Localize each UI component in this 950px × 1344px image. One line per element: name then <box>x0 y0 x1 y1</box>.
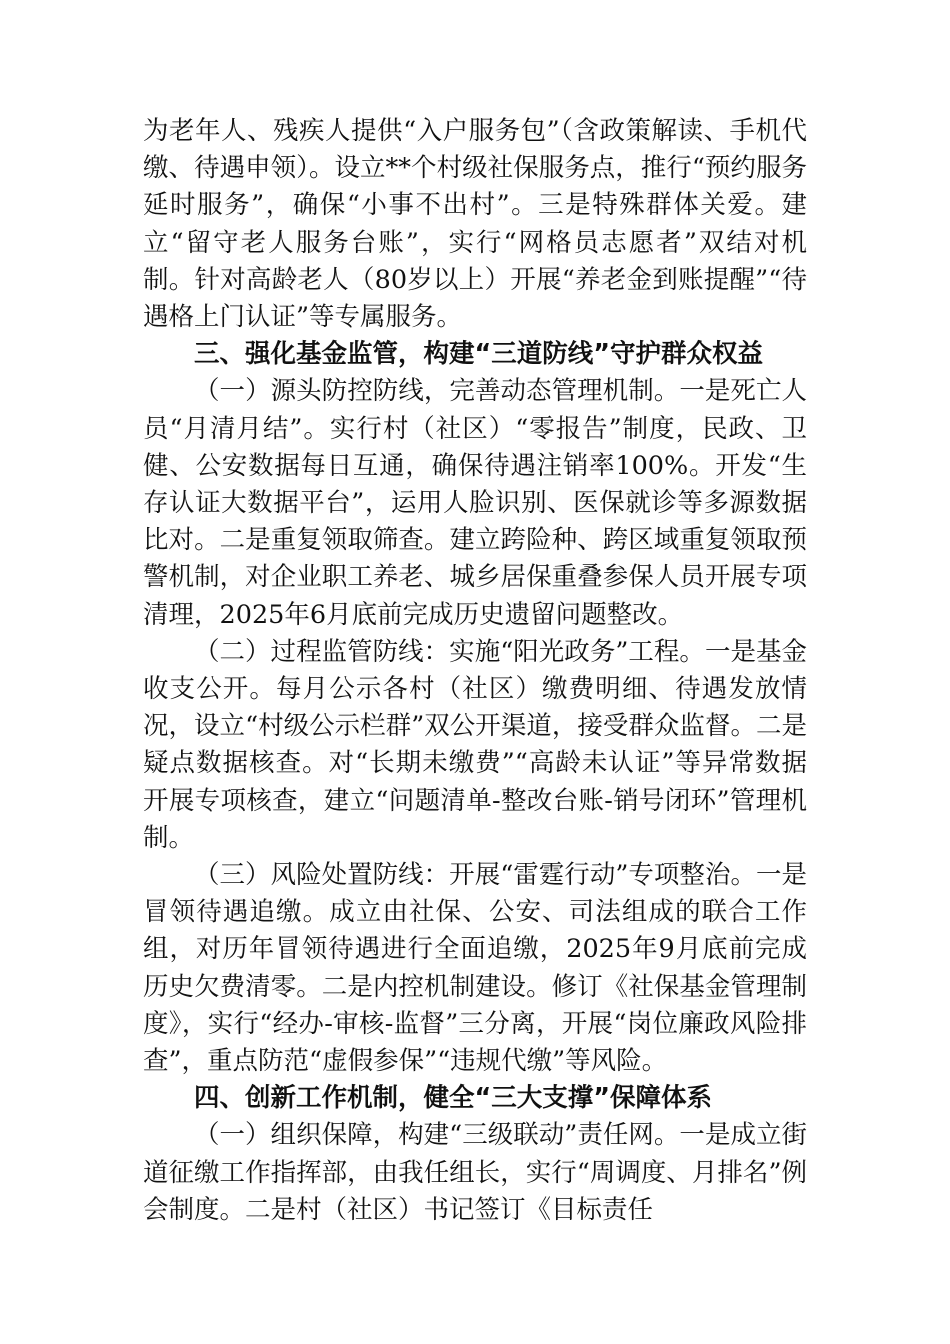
section-heading-3: 三、强化基金监管，构建“三道防线”守护群众权益 <box>194 339 764 370</box>
body-paragraph-3: （二）过程监管防线：实施“阳光政务”工程。一是基金收支公开。每月公示各村（社区）缴费明细、待遇发放情况，设立“村级公示栏群”双公开渠道，接受群众监督。二是疑点数据核查。对“长期未缴费”“高龄未认证”等异常数据开展专项核查，建立“问题清单-整改台账-销号闭环”管理机制。 <box>143 636 807 853</box>
body-paragraph-1: 为老年人、残疾人提供“入户服务包”（含政策解读、手机代缴、待遇申领）。设立**个村级社保服务点，推行“预约服务延时服务”，确保“小事不出村”。三是特殊群体关爱。建立“留守老人服务台账”，实行“网格员志愿者”双结对机制。针对高龄老人（80岁以上）开展“养老金到账提醒”“待遇格上门认证”等专属服务。 <box>143 116 807 333</box>
body-paragraph-2: （一）源头防控防线，完善动态管理机制。一是死亡人员“月清月结”。实行村（社区）“零报告”制度，民政、卫健、公安数据每日互通，确保待遇注销率100%。开发“生存认证大数据平台”，运用人脸识别、医保就诊等多源数据比对。二是重复领取筛查。建立跨险种、跨区域重复领取预警机制，对企业职工养老、城乡居保重叠参保人员开展专项清理，2025年6月底前完成历史遗留问题整改。 <box>143 376 807 630</box>
body-paragraph-5: （一）组织保障，构建“三级联动”责任网。一是成立街道征缴工作指挥部，由我任组长，实行“周调度、月排名”例会制度。二是村（社区）书记签订《目标责任 <box>143 1120 807 1225</box>
document-page <box>143 113 807 1229</box>
body-paragraph-4: （三）风险处置防线：开展“雷霆行动”专项整治。一是冒领待遇追缴。成立由社保、公安、司法组成的联合工作组，对历年冒领待遇进行全面追缴，2025年9月底前完成历史欠费清零。二是内控机制建设。修订《社保基金管理制度》，实行“经办-审核-监督”三分离，开展“岗位廉政风险排查”，重点防范“虚假参保”“违规代缴”等风险。 <box>143 860 807 1077</box>
section-heading-4: 四、创新工作机制，健全“三大支撑”保障体系 <box>194 1083 713 1114</box>
